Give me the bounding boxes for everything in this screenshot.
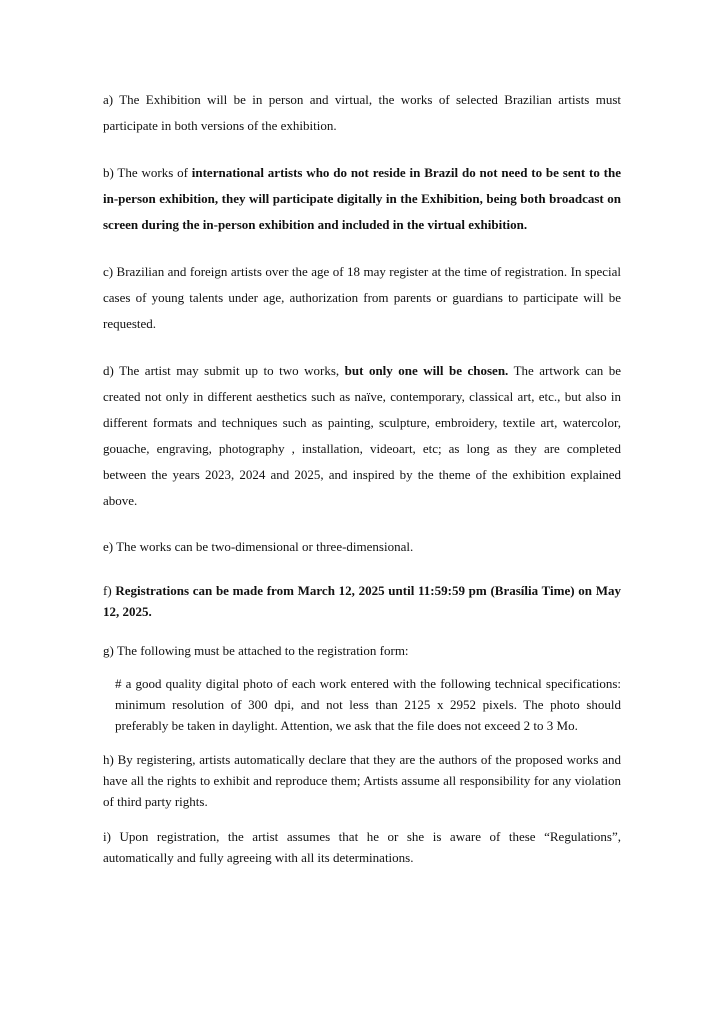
paragraph-b-prefix: b) The works of <box>103 165 192 180</box>
paragraph-d <box>103 358 621 514</box>
paragraph-e: e) The works can be two-dimensional or three-dimensional. <box>103 539 414 554</box>
paragraph-c: c) Brazilian and foreign artists over the age of 18 may register at the time of registration. In special cases of young talents under age, authorization from parents or guardians to participate will be requested. <box>103 264 621 331</box>
paragraph-g: g) The following must be attached to the registration form: <box>103 643 409 658</box>
paragraph-d-suffix: The artwork can be created not only in different aesthetics such as naïve, contemporary, classical art, etc., but also in different formats and techniques such as painting, sculpture, embroidery, textile art, watercolor, gouache, engraving, photography , installation, videoart, etc; as long as they are completed between the years 2023, 2024 and 2025, and inspired by the theme of the exhibition explained above. <box>103 363 622 508</box>
paragraph-d-prefix: d) The artist may submit up to two works, <box>103 363 345 378</box>
paragraph-b-bold: international artists who do not reside in Brazil do not need to be sent to the in-person exhibition, they will participate digitally in the Exhibition, being both broadcast on screen during the in-person exhibition and included in the virtual exhibition. <box>103 165 621 232</box>
paragraph-d-bold: but only one will be chosen. <box>344 363 509 378</box>
paragraph-g-item: # a good quality digital photo of each work entered with the following technical specifications: minimum resolution of 300 dpi, and not less than 2125 x 2952 pixels. The photo should preferably be taken in daylight. Attention, we ask that the file does not exceed 2 to 3 Mo. <box>115 676 621 733</box>
paragraph-h: h) By registering, artists automatically declare that they are the authors of the proposed works and have all the rights to exhibit and reproduce them; Artists assume all responsibility for any violation of third party rights. <box>103 752 621 809</box>
paragraph-f-bold: Registrations can be made from March 12, 2025 until 11:59:59 pm (Brasília Time) on May 12, 2025. <box>103 583 621 619</box>
paragraph-f <box>103 580 621 622</box>
paragraph-a: a) The Exhibition will be in person and virtual, the works of selected Brazilian artists must participate in both versions of the exhibition. <box>103 92 621 133</box>
paragraph-i: i) Upon registration, the artist assumes that he or she is aware of these “Regulations”, automatically and fully agreeing with all its determinations. <box>103 829 621 865</box>
paragraph-b <box>103 160 621 238</box>
paragraph-f-prefix: f) <box>103 583 116 598</box>
